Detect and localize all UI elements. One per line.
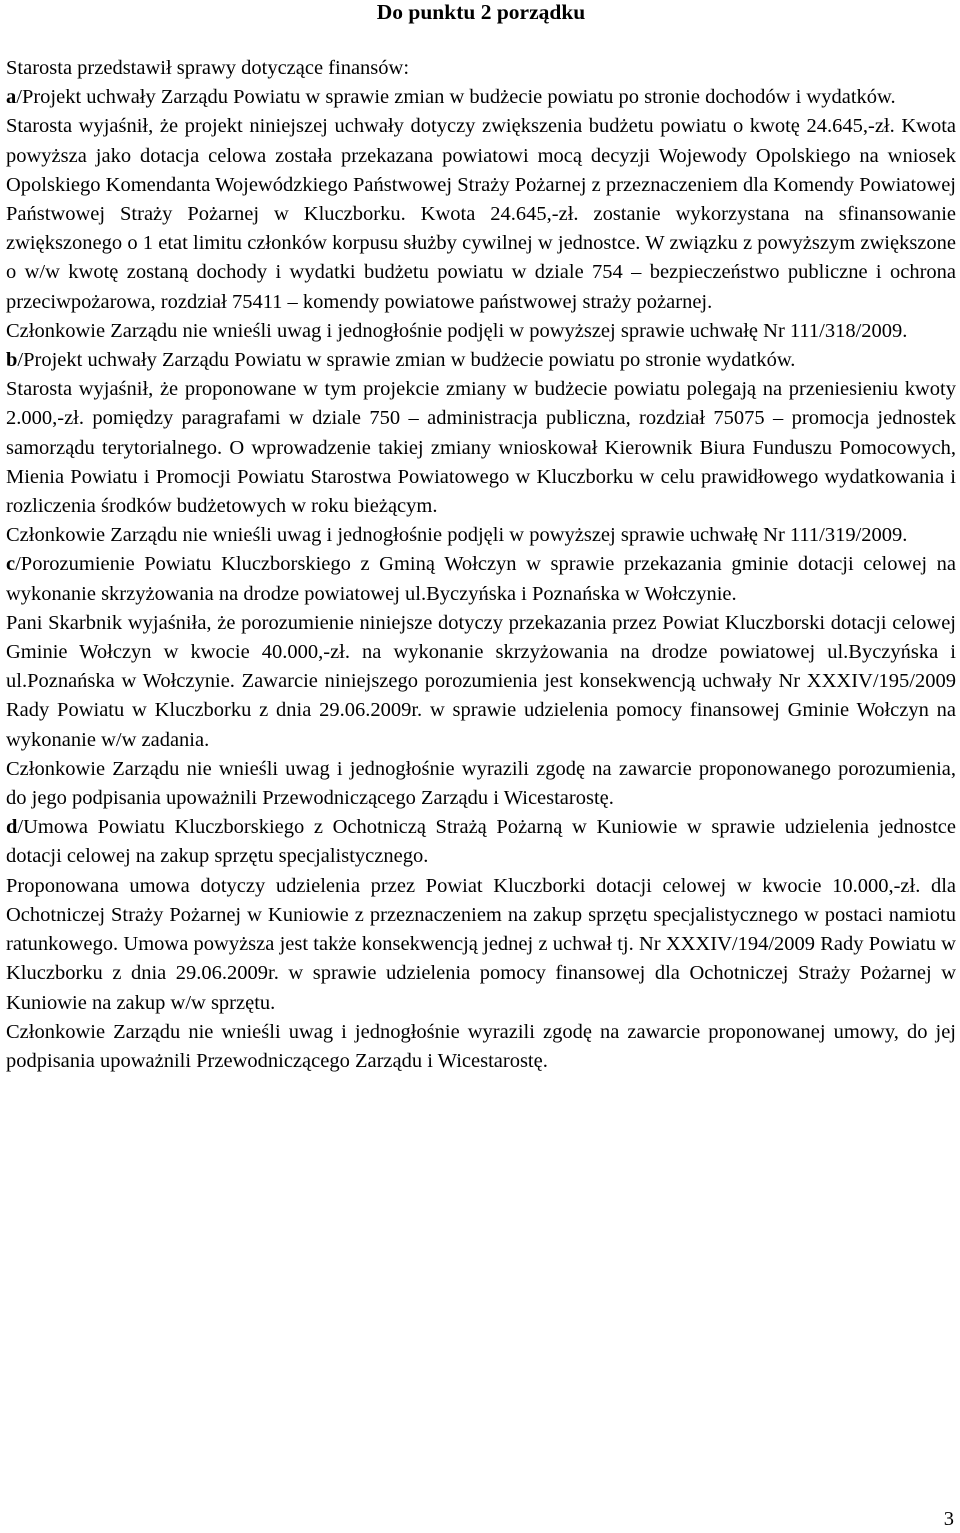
- item-b-letter: b: [6, 349, 18, 372]
- item-d-title: [6, 813, 956, 871]
- item-a-title-text: /Projekt uchwały Zarządu Powiatu w sprawie zmian w budżecie powiatu po stronie dochodów i wydatków.: [16, 86, 896, 109]
- item-a-explanation: Starosta wyjaśnił, że projekt niniejszej uchwały dotyczy zwiększenia budżetu powiatu o kwotę 24.645,-zł. Kwota powyższa jako dotacja celowa została przekazana powiatowi mocą decyzji Wojewody Opolskiego na wniosek Opolskiego Komendanta Wojewódzkiego Państwowej Straży Pożarnej z przeznaczeniem dla Komendy Powiatowej Państwowej Straży Pożarnej w Kluczborku. Kwota 24.645,-zł. zostanie wykorzystana na sfinansowanie zwiększonego o 1 etat limitu członków korpusu służby cywilnej w jednostce. W związku z powyższym zwiększone o w/w kwotę zostaną dochody i wydatki budżetu powiatu w dziale 754 – bezpieczeństwo publiczne i ochrona przeciwpożarowa, rozdział 75411 – komendy powiatowe państwowej straży pożarnej.: [6, 115, 956, 313]
- item-d-letter: d: [6, 816, 18, 839]
- item-c-explanation: Pani Skarbnik wyjaśniła, że porozumienie niniejsze dotyczy przekazania przez Powiat Kluczborski dotacji celowej Gminie Wołczyn w kwocie 40.000,-zł. na wykonanie skrzyżowania na drodze powiatowej ul.Byczyńska i ul.Poznańska w Wołczynie. Zawarcie niniejszego porozumienia jest konsekwencją uchwały Nr XXXIV/195/2009 Rady Powiatu w Kluczborku z dnia 29.06.2009r. w sprawie udzielenia pomocy finansowej Gminie Wołczyn na wykonanie w/w zadania.: [6, 611, 956, 751]
- item-a-decision: Członkowie Zarządu nie wnieśli uwag i jednogłośnie podjęli w powyższej sprawie uchwałę Nr 111/318/2009.: [6, 319, 908, 342]
- item-d-explanation: Proponowana umowa dotyczy udzielenia przez Powiat Kluczborki dotacji celowej w kwocie 10.000,-zł. dla Ochotniczej Straży Pożarnej w Kuniowie z przeznaczeniem na zakup sprzętu specjalistycznego w postaci namiotu ratunkowego. Umowa powyższa jest także konsekwencją jednej z uchwał tj. Nr XXXIV/194/2009 Rady Powiatu w Kluczborku z dnia 29.06.2009r. w sprawie udzielenia pomocy finansowej dla Ochotniczej Straży Pożarnej w Kuniowie na zakup w/w sprzętu.: [6, 874, 956, 1014]
- section-heading: Do punktu 2 porządku: [376, 0, 586, 24]
- item-c-title-text: /Porozumienie Powiatu Kluczborskiego z Gminą Wołczyn w sprawie przekazania gminie dotacji celowej na wykonanie skrzyżowania na drodze powiatowej ul.Byczyńska i Poznańska w Wołczynie.: [6, 553, 956, 605]
- item-b-title: [6, 346, 956, 375]
- item-d-title-text: /Umowa Powiatu Kluczborskiego z Ochotniczą Strażą Pożarną w Kuniowie w sprawie udzielenia jednostce dotacji celowej na zakup sprzętu specjalistycznego.: [6, 816, 956, 868]
- item-a-title: [6, 83, 956, 112]
- item-c-letter: c: [6, 553, 16, 576]
- item-b-decision: Członkowie Zarządu nie wnieśli uwag i jednogłośnie podjęli w powyższej sprawie uchwałę Nr 111/319/2009.: [6, 524, 908, 547]
- document-page: [6, 0, 956, 1076]
- page-number: 3: [943, 1508, 954, 1530]
- item-a-letter: a: [6, 86, 17, 109]
- intro-paragraph: Starosta przedstawił sprawy dotyczące finansów:: [6, 57, 410, 79]
- item-c-decision: Członkowie Zarządu nie wnieśli uwag i jednogłośnie wyrazili zgodę na zawarcie proponowanego porozumienia, do jego podpisania upoważnili Przewodniczącego Zarządu i Wicestarostę.: [6, 757, 956, 810]
- item-d-decision: Członkowie Zarządu nie wnieśli uwag i jednogłośnie wyrazili zgodę na zawarcie proponowanej umowy, do jej podpisania upoważnili Przewodniczącego Zarządu i Wicestarostę.: [6, 1020, 956, 1072]
- item-b-title-text: /Projekt uchwały Zarządu Powiatu w sprawie zmian w budżecie powiatu po stronie wydatków.: [17, 349, 796, 372]
- item-c-title: [6, 550, 956, 608]
- item-b-explanation: Starosta wyjaśnił, że proponowane w tym projekcie zmiany w budżecie powiatu polegają na przeniesieniu kwoty 2.000,-zł. pomiędzy paragrafami w dziale 750 – administracja publiczna, rozdział 75075 – promocja jednostek samorządu terytorialnego. O wprowadzenie takiej zmiany wnioskował Kierownik Biura Funduszu Pomocowych, Mienia Powiatu i Promocji Powiatu Starostwa Powiatowego w Kluczborku w celu prawidłowego wydatkowania i rozliczenia środków budżetowych w roku bieżącym.: [6, 378, 956, 518]
